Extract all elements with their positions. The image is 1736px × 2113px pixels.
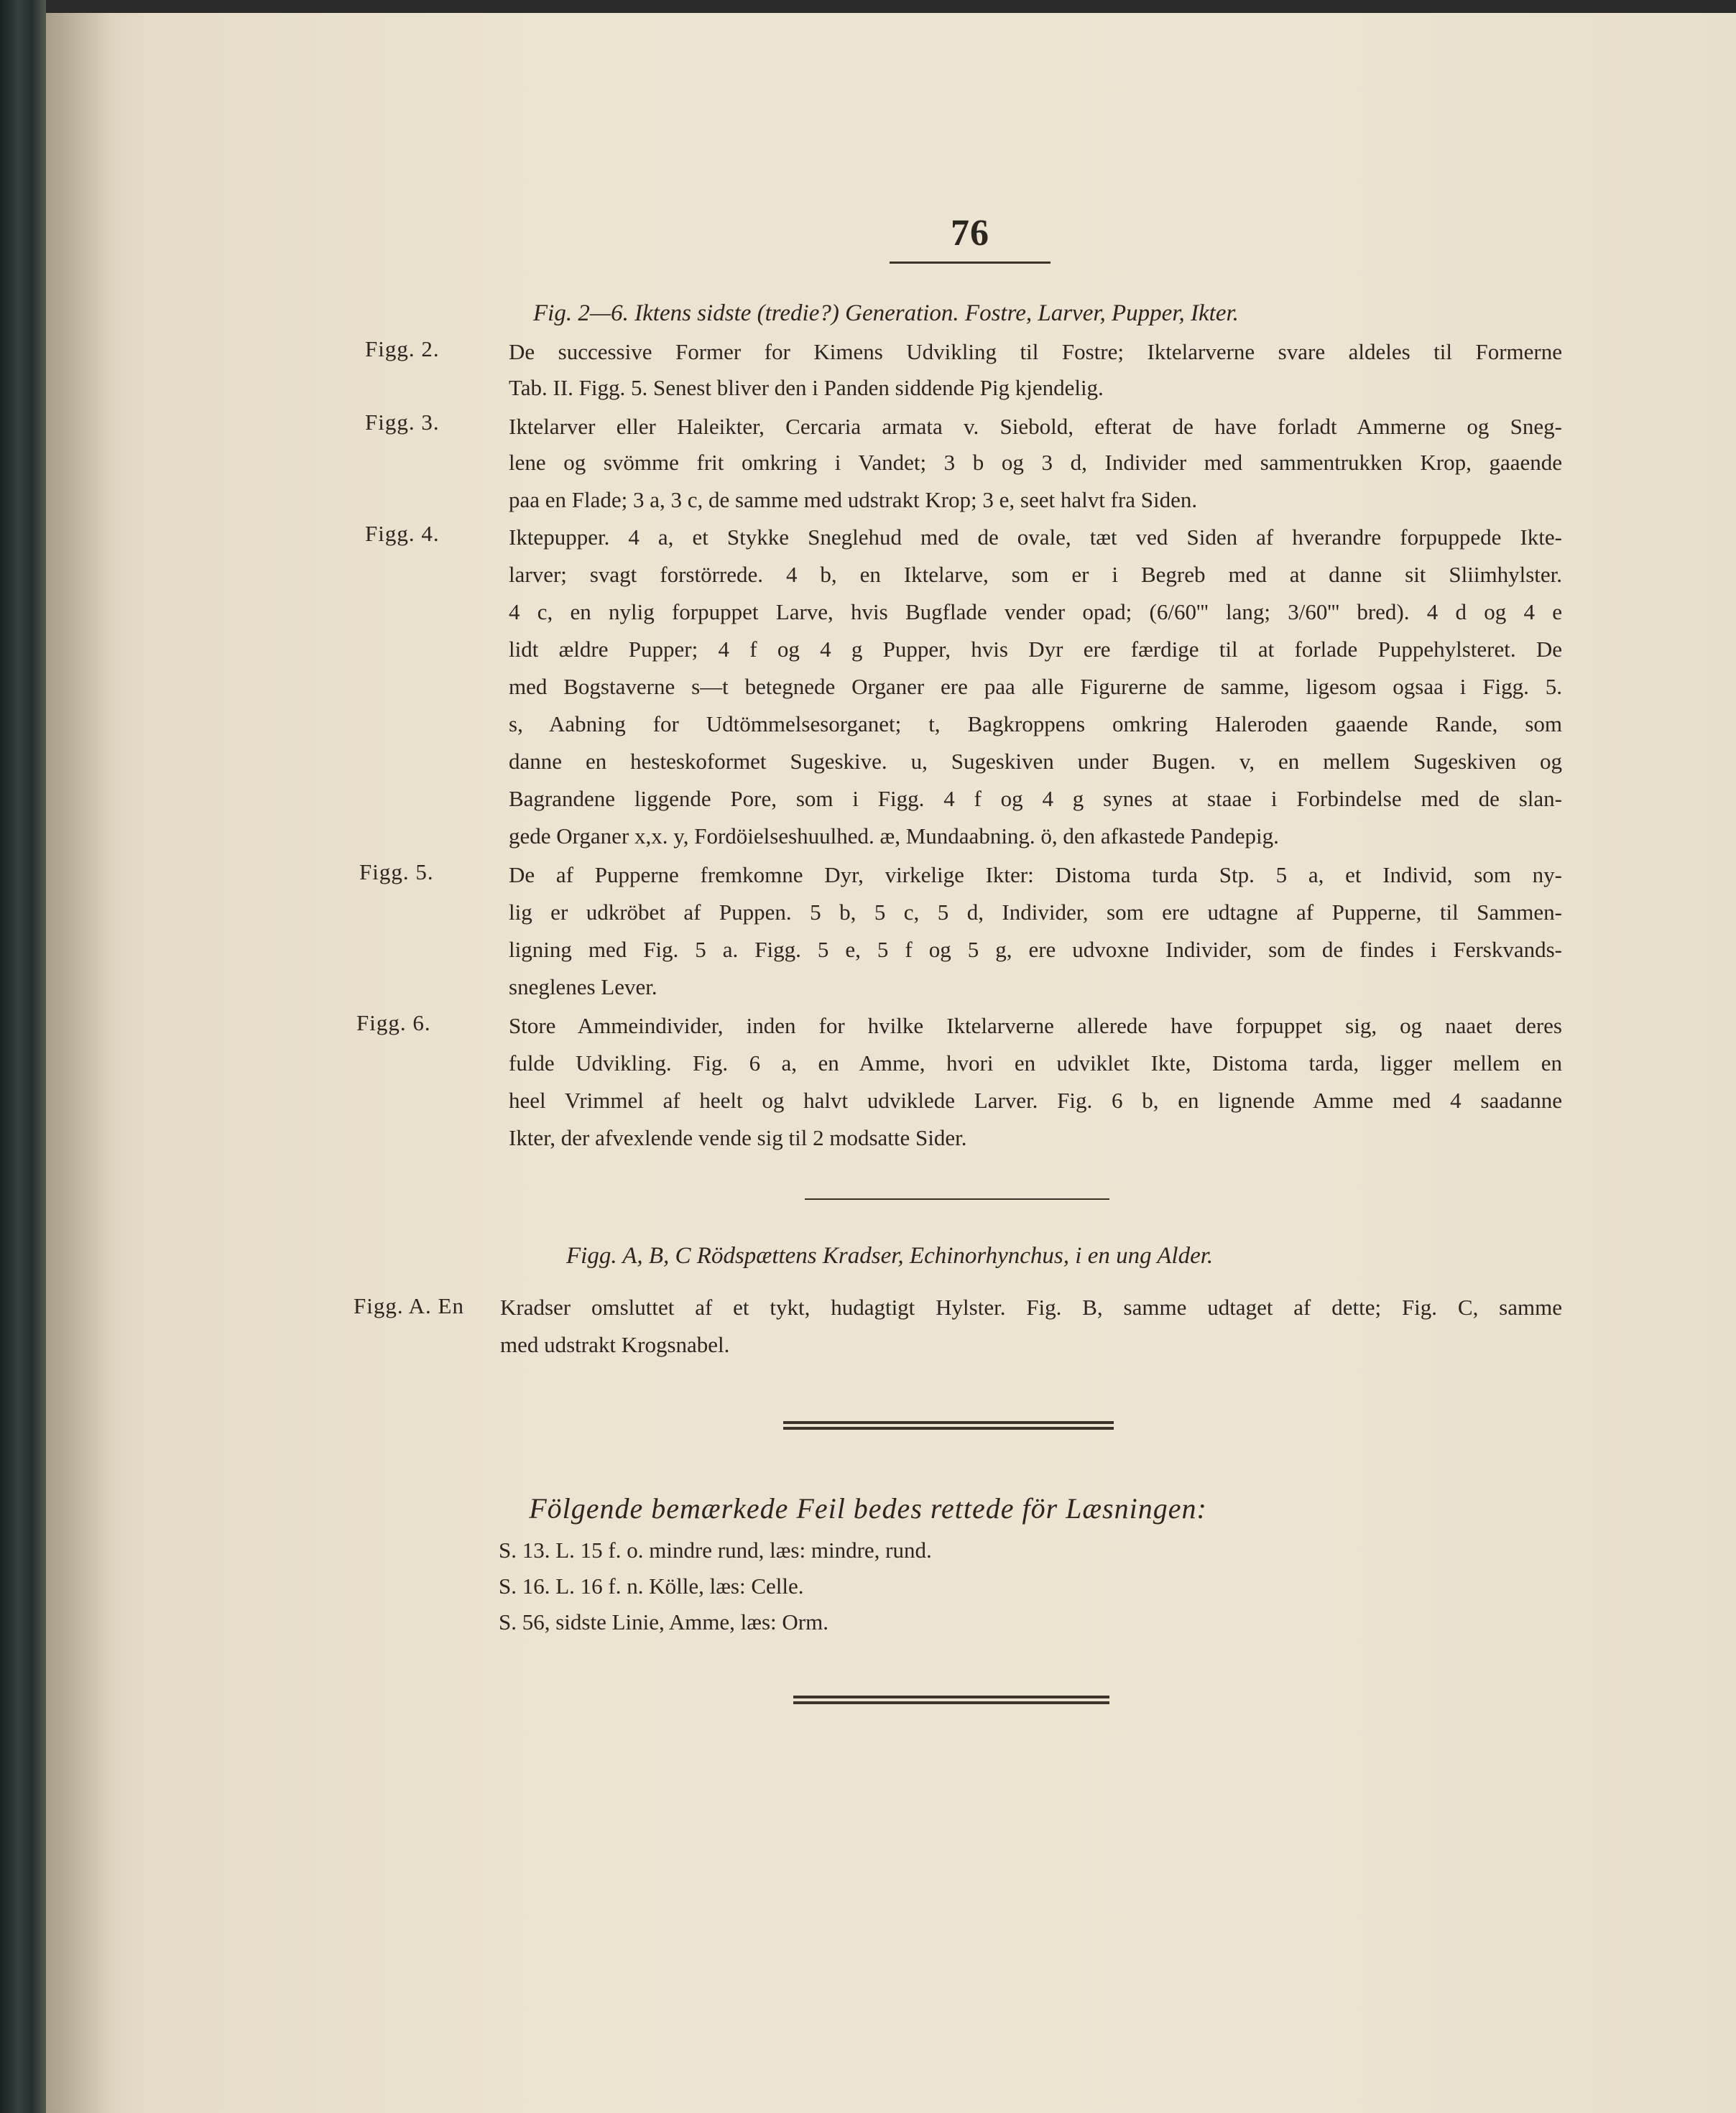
figure-label: Figg. A. En: [354, 1293, 464, 1318]
text-line: fulde Udvikling. Fig. 6 a, en Amme, hvori en udviklet Ikte, Distoma tarda, ligger mellem en: [509, 1050, 1562, 1076]
text-line: danne en hesteskoformet Sugeskive. u, Sugeskiven under Bugen. v, en mellem Sugeskiven og: [509, 749, 1562, 774]
text-line: gede Organer x,x. y, Fordöielseshuulhed. æ, Mundaabning. ö, den afkastede Pandepig.: [509, 823, 1279, 849]
text-line: sneglenes Lever.: [509, 974, 657, 999]
double-rule-divider: [793, 1696, 1109, 1704]
figure-label: Figg. 5.: [359, 859, 434, 884]
figure-label: Figg. 3.: [365, 410, 440, 435]
errata-line: S. 13. L. 15 f. o. mindre rund, læs: mindre, rund.: [499, 1538, 932, 1563]
text-line: Kradser omsluttet af et tykt, hudagtigt Hylster. Fig. B, samme udtaget af dette; Fig. C, samme: [500, 1295, 1562, 1320]
text-line: Iktelarver eller Haleikter, Cercaria armata v. Siebold, efterat de have forladt Ammerne og Sneg-: [509, 414, 1562, 439]
figure-label: Figg. 2.: [365, 336, 440, 361]
text-line: Bagrandene liggende Pore, som i Figg. 4 f og 4 g synes at staae i Forbindelse med de slan-: [509, 786, 1562, 811]
text-line: s, Aabning for Udtömmelsesorganet; t, Bagkroppens omkring Haleroden gaaende Rande, som: [509, 711, 1562, 736]
gutter-shadow: [46, 13, 111, 2113]
text-line: Store Ammeindivider, inden for hvilke Iktelarverne allerede have forpuppet sig, og naaet deres: [509, 1013, 1562, 1038]
text-line: paa en Flade; 3 a, 3 c, de samme med udstrakt Krop; 3 e, seet halvt fra Siden.: [509, 487, 1198, 512]
errata-line: S. 16. L. 16 f. n. Kölle, læs: Celle.: [499, 1573, 804, 1599]
book-spine: [0, 0, 46, 2113]
text-line: larver; svagt forstörrede. 4 b, en Iktelarve, som er i Begreb med at danne sit Sliimhylster.: [509, 562, 1562, 587]
text-line: lene og svömme frit omkring i Vandet; 3 b og 3 d, Individer med sammentrukken Krop, gaaende: [509, 450, 1562, 475]
double-rule-divider: [783, 1421, 1114, 1430]
text-line: lig er udkröbet af Puppen. 5 b, 5 c, 5 d, Individer, som ere udtagne af Pupperne, til Sammen-: [509, 900, 1562, 925]
figure-label: Figg. 4.: [365, 521, 440, 546]
text-line: Tab. II. Figg. 5. Senest bliver den i Panden siddende Pig kjendelig.: [509, 375, 1104, 400]
text-line: De successive Former for Kimens Udvikling til Fostre; Iktelarverne svare aldeles til Formerne: [509, 339, 1562, 364]
page-number-rule: [890, 262, 1051, 264]
text-line: Ikter, der afvexlende vende sig til 2 modsatte Sider.: [509, 1125, 967, 1150]
text-line: lidt ældre Pupper; 4 f og 4 g Pupper, hvis Dyr ere færdige til at forlade Puppehylsteret. De: [509, 637, 1562, 662]
text-line: De af Pupperne fremkomne Dyr, virkelige Ikter: Distoma turda Stp. 5 a, et Individ, som ny-: [509, 862, 1562, 887]
text-line: med Bogstaverne s—t betegnede Organer ere paa alle Figurerne de samme, ligesom ogsaa i Figg. 5.: [509, 674, 1562, 699]
section-heading: Fig. 2—6. Iktens sidste (tredie?) Generation. Fostre, Larver, Pupper, Ikter.: [533, 300, 1239, 326]
text-line: med udstrakt Krogsnabel.: [500, 1332, 730, 1357]
text-line: heel Vrimmel af heelt og halvt udviklede Larver. Fig. 6 b, en lignende Amme med 4 saadanne: [509, 1088, 1562, 1113]
section-heading: Figg. A, B, C Rödspættens Kradser, Echinorhynchus, i en ung Alder.: [566, 1243, 1214, 1269]
text-line: Iktepupper. 4 a, et Stykke Sneglehud med de ovale, tæt ved Siden af hverandre forpuppede Ikte-: [509, 524, 1562, 550]
text-line: 4 c, en nylig forpuppet Larve, hvis Bugflade vender opad; (6/60''' lang; 3/60''' bred). 4 d og 4 e: [509, 599, 1562, 624]
errata-title: Fölgende bemærkede Feil bedes rettede för Læsningen:: [529, 1492, 1207, 1525]
errata-line: S. 56, sidste Linie, Amme, læs: Orm.: [499, 1609, 828, 1635]
text-line: ligning med Fig. 5 a. Figg. 5 e, 5 f og 5 g, ere udvoxne Individer, som de findes i Ferskvands-: [509, 937, 1562, 962]
figure-label: Figg. 6.: [356, 1010, 431, 1035]
section-divider: [805, 1198, 1109, 1200]
page-number: 76: [951, 213, 989, 254]
